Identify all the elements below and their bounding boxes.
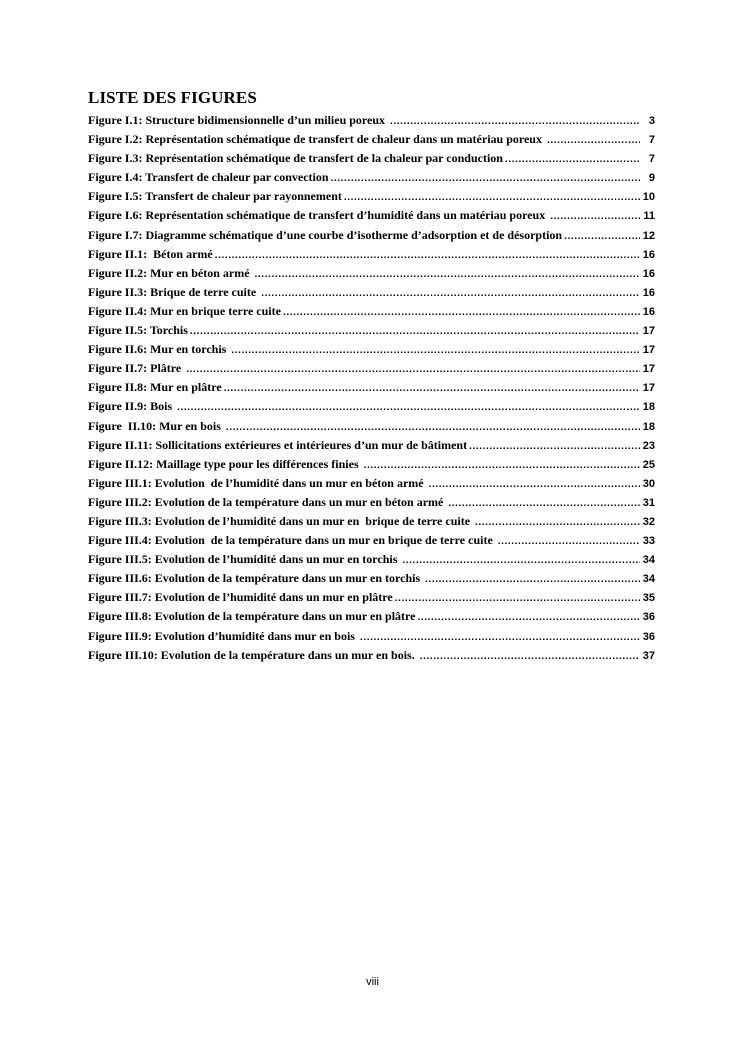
toc-entry-page: 16: [642, 286, 655, 299]
page-title: LISTE DES FIGURES: [88, 88, 257, 107]
toc-entry-page: 35: [642, 592, 655, 605]
dot-leader: [505, 154, 640, 165]
toc-entry-page: 33: [642, 535, 655, 548]
toc-entry-label: Figure I.7: Diagramme schématique d’une courbe d’isotherme d’adsorption et de désorption: [88, 227, 563, 242]
toc-entry-label: Figure II.6: Mur en torchis: [88, 342, 230, 357]
toc-entry[interactable]: [88, 571, 655, 590]
dot-leader: [231, 345, 640, 356]
toc-entry-page: 32: [642, 515, 655, 528]
toc-entry-page: 17: [642, 325, 655, 338]
toc-entry-page: 11: [643, 210, 655, 223]
dot-leader: [190, 326, 640, 337]
dot-leader: [390, 116, 640, 127]
dot-leader: [469, 441, 640, 452]
page-number: viii: [366, 976, 379, 988]
dot-leader: [331, 173, 640, 184]
dot-leader: [547, 135, 640, 146]
dot-leader: [402, 555, 640, 566]
toc-entry-page: 16: [642, 267, 655, 280]
toc-entry[interactable]: [88, 266, 655, 285]
toc-entry[interactable]: [88, 304, 655, 323]
toc-entry[interactable]: [88, 247, 655, 266]
toc-entry-page: 17: [642, 363, 655, 376]
toc-entry-label: Figure II.8: Mur en plâtre: [88, 380, 222, 395]
toc-entry-page: 7: [648, 153, 655, 166]
dot-leader: [364, 460, 640, 471]
dot-leader: [429, 479, 640, 490]
toc-entry-label: Figure II.5: Torchis: [88, 323, 188, 338]
toc-entry[interactable]: [88, 552, 655, 571]
toc-entry[interactable]: [88, 208, 655, 227]
dot-leader: [564, 231, 640, 242]
toc-entry-label: Figure II.2: Mur en béton armé: [88, 265, 253, 280]
toc-entry[interactable]: [88, 609, 655, 628]
figure-list: [88, 113, 655, 667]
toc-entry-label: Figure I.3: Représentation schématique de transfert de la chaleur par conduction: [88, 151, 503, 166]
toc-entry[interactable]: [88, 514, 655, 533]
dot-leader: [425, 574, 640, 585]
toc-entry[interactable]: [88, 323, 655, 342]
toc-entry-label: Figure III.9: Evolution d’humidité dans mur en bois: [88, 628, 358, 643]
dot-leader: [255, 269, 640, 280]
dot-leader: [420, 651, 640, 662]
dot-leader: [395, 593, 640, 604]
toc-entry[interactable]: [88, 399, 655, 418]
toc-entry-page: 31: [642, 496, 655, 509]
toc-entry-label: Figure III.3: Evolution de l’humidité dans un mur en brique de terre cuite: [88, 513, 474, 528]
dot-leader: [283, 307, 640, 318]
toc-entry-label: Figure III.6: Evolution de la température dans un mur en torchis: [88, 571, 424, 586]
toc-entry-page: 9: [648, 172, 655, 185]
toc-entry-page: 23: [642, 439, 655, 452]
dot-leader: [498, 536, 640, 547]
toc-entry[interactable]: [88, 590, 655, 609]
toc-entry-label: Figure III.10: Evolution de la température dans un mur en bois.: [88, 647, 418, 662]
toc-entry-page: 34: [642, 573, 655, 586]
dot-leader: [224, 383, 640, 394]
toc-entry-page: 16: [642, 248, 655, 261]
toc-entry-page: 36: [642, 630, 655, 643]
toc-entry-label: Figure I.1: Structure bidimensionnelle d’un milieu poreux: [88, 113, 389, 127]
toc-entry-label: Figure I.5: Transfert de chaleur par rayonnement: [88, 189, 342, 204]
toc-entry-page: 17: [642, 344, 655, 357]
toc-entry-page: 10: [642, 191, 655, 204]
toc-entry-label: Figure III.8: Evolution de la température dans un mur en plâtre: [88, 609, 416, 624]
toc-entry-label: Figure I.2: Représentation schématique de transfert de chaleur dans un matériau poreux: [88, 132, 545, 147]
dot-leader: [550, 211, 640, 222]
toc-entry-page: 7: [648, 134, 655, 147]
dot-leader: [417, 612, 640, 623]
toc-entry-page: 30: [642, 477, 655, 490]
toc-entry[interactable]: [88, 361, 655, 380]
toc-entry-label: Figure II.11: Sollicitations extérieures et intérieures d’un mur de bâtiment: [88, 437, 468, 452]
toc-entry[interactable]: [88, 113, 655, 132]
dot-leader: [344, 192, 640, 203]
toc-entry-page: 18: [642, 401, 655, 414]
toc-entry-label: Figure II.9: Bois: [88, 399, 176, 414]
toc-entry-label: Figure I.4: Transfert de chaleur par convection: [88, 170, 329, 185]
toc-entry[interactable]: [88, 495, 655, 514]
toc-entry[interactable]: [88, 342, 655, 361]
toc-entry-page: 3: [648, 115, 655, 127]
toc-entry[interactable]: [88, 132, 655, 151]
toc-entry[interactable]: [88, 170, 655, 189]
dot-leader: [360, 632, 640, 643]
toc-entry[interactable]: [88, 648, 655, 667]
toc-entry[interactable]: [88, 438, 655, 457]
toc-entry-label: Figure II.12: Maillage type pour les différences finies: [88, 456, 362, 471]
toc-entry[interactable]: [88, 228, 655, 247]
dot-leader: [475, 517, 640, 528]
toc-entry-page: 37: [642, 649, 655, 662]
toc-entry[interactable]: [88, 533, 655, 552]
toc-entry[interactable]: [88, 476, 655, 495]
dot-leader: [448, 498, 640, 509]
toc-entry-page: 16: [642, 305, 655, 318]
toc-entry[interactable]: [88, 285, 655, 304]
toc-entry-label: Figure III.2: Evolution de la température dans un mur en béton armé: [88, 494, 447, 509]
toc-entry-label: Figure II.7: Plâtre: [88, 361, 185, 376]
toc-entry-page: 12: [642, 229, 655, 242]
dot-leader: [261, 288, 640, 299]
toc-entry-label: Figure III.4: Evolution de la température dans un mur en brique de terre cuite: [88, 533, 496, 548]
toc-entry-label: Figure I.6: Représentation schématique de transfert d’humidité dans un matériau poreux: [88, 208, 549, 223]
toc-entry-label: Figure III.1: Evolution de l’humidité dans un mur en béton armé: [88, 475, 427, 490]
toc-entry-label: Figure II.4: Mur en brique terre cuite: [88, 303, 281, 318]
dot-leader: [226, 422, 640, 433]
dot-leader: [215, 250, 640, 261]
toc-entry-page: 18: [642, 420, 655, 433]
toc-entry-page: 34: [642, 554, 655, 567]
toc-entry[interactable]: [88, 380, 655, 399]
toc-entry-label: Figure II.1: Béton armé: [88, 246, 213, 261]
toc-entry-label: Figure II.3: Brique de terre cuite: [88, 284, 260, 299]
dot-leader: [186, 364, 640, 375]
toc-entry[interactable]: [88, 457, 655, 476]
toc-entry-page: 17: [642, 382, 655, 395]
dot-leader: [177, 402, 640, 413]
toc-entry[interactable]: [88, 151, 655, 170]
toc-entry-page: 36: [642, 611, 655, 624]
toc-entry[interactable]: [88, 629, 655, 648]
toc-entry-label: Figure II.10: Mur en bois: [88, 418, 224, 433]
toc-entry[interactable]: [88, 189, 655, 208]
toc-entry[interactable]: [88, 419, 655, 438]
toc-entry-label: Figure III.5: Evolution de l’humidité dans un mur en torchis: [88, 552, 401, 567]
toc-entry-page: 25: [642, 458, 655, 471]
toc-entry-label: Figure III.7: Evolution de l’humidité dans un mur en plâtre: [88, 590, 393, 605]
